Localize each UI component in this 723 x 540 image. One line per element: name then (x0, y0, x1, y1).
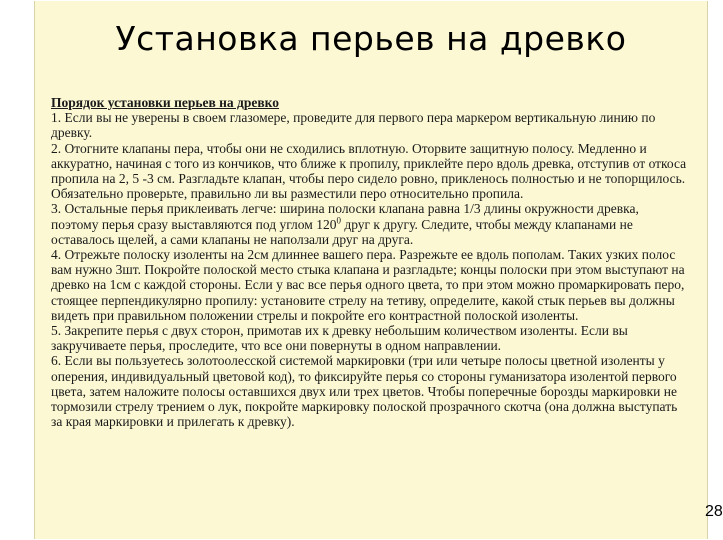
page-number: 28 (705, 503, 723, 520)
step-6: 6. Если вы пользуетесь золотоолесской системой маркировки (три или четыре полосы цветной изоленты у оперения, индивидуальный цветовой код), то фиксируйте перья со стороны гуманизатора изолентой первого цвета, затем наложите полосы оставшихся двух или трех цветов. Чтобы поперечные борозды маркировки не тормозили стрелу трением о лук, покройте маркировку полоской прозрачного скотча (она должна выступать за края маркировки и прилегать к древку). (51, 353, 678, 430)
step-5: 5. Закрепите перья с двух сторон, примотав их к древку небольшим количеством изоленты. Если вы закручиваете перья, проследите, что все они повернуты в одном направлении. (51, 323, 628, 354)
section-heading: Порядок установки перьев на древко (51, 95, 280, 110)
slide-title: Установка перьев на древко (115, 19, 627, 58)
step-3 (51, 201, 689, 247)
step-4: 4. Отрежьте полоску изоленты на 2см длиннее вашего пера. Разрежьте ее вдоль пополам. Таких узких полос вам нужно 3шт. Покройте полоской место стыка клапана и разгладьте; концы полоски при этом выступают на древко на 1см с каждой стороны. Если у вас все перья одного цвета, то при этом можно промаркировать перо, стоящее перпендикулярно пропилу: установите стрелу на тетиву, определите, какой стык перьев вы должны видеть при правильном положении стрелы и покройте его контрастной полоской изоленты. (51, 247, 685, 323)
degree-superscript: 0 (336, 215, 341, 226)
step-1: 1. Если вы не уверены в своем глазомере, проведите для первого пера маркером вертикальную линию по древку. (51, 110, 656, 141)
slide-body (51, 95, 689, 429)
content-panel (34, 1, 723, 539)
step-3-text: 3. Остальные перья приклеивать легче: ширина полоски клапана равна 1/3 длины окружности древка, поэтому перья сразу выставляются под углом 120 (51, 201, 639, 232)
step-3-text-cont: друг к другу. Следите, чтобы между клапанами не оставалось щелей, а сами клапаны не наползали друг на друга. (51, 216, 633, 247)
step-2: 2. Отогните клапаны пера, чтобы они не сходились вплотную. Оторвите защитную полосу. Медленно и аккуратно, начиная с того из кончиков, что ближе к пропилу, приклейте перо вдоль древка, отступив от откоса пропила на 2, 5 -3 см. Разгладьте клапан, чтобы перо сидело ровно, прикленось полностью и не топорщилось. Обязательно проверьте, правильно ли вы разместили перо относительно пропила. (51, 140, 687, 202)
